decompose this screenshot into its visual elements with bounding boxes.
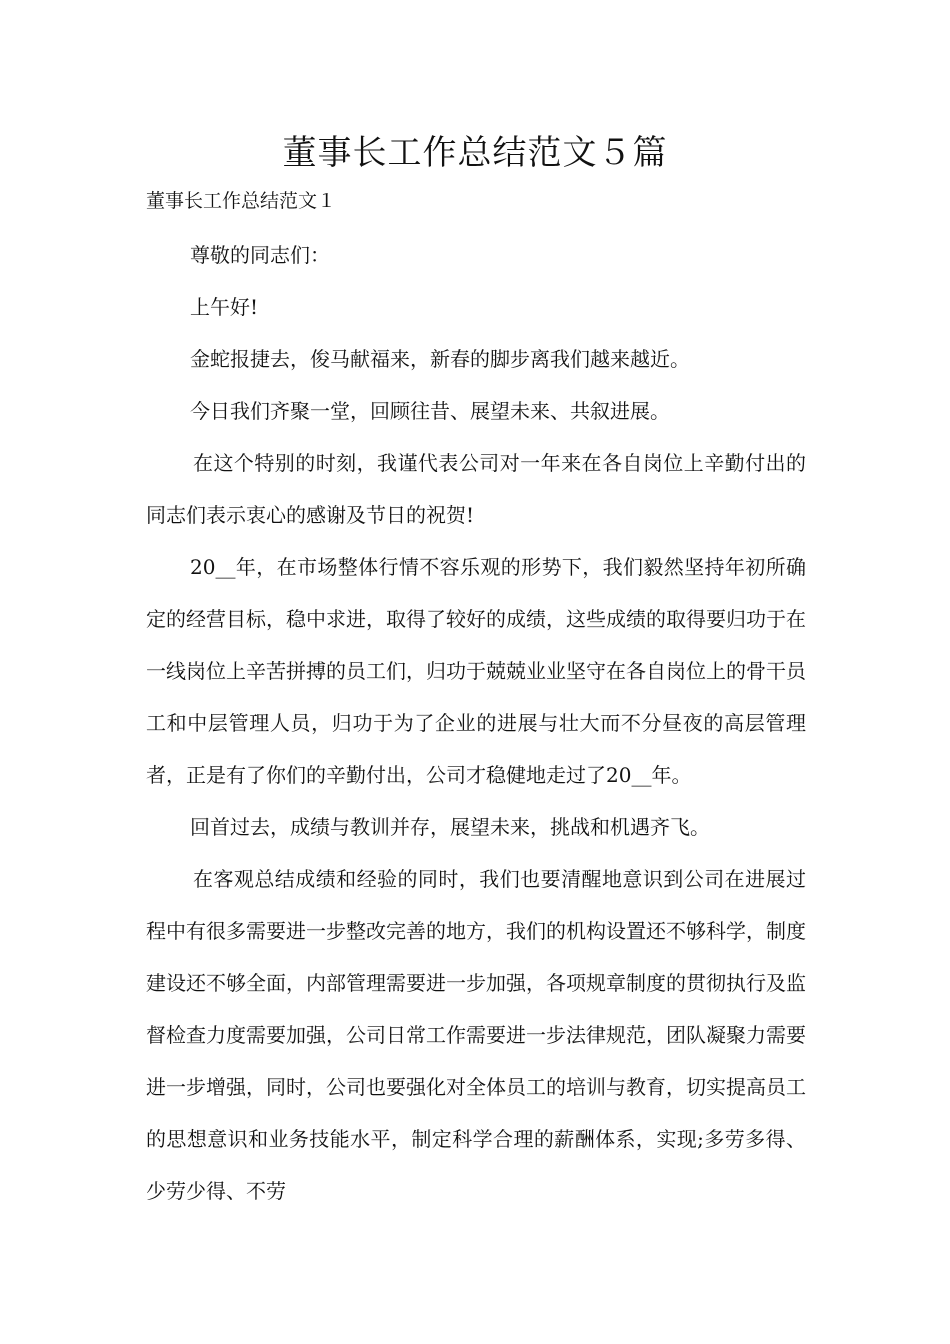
paragraph-achievements: 20__年，在市场整体行情不容乐观的形势下，我们毅然坚持年初所确定的经营目标，稳中求进，取得了较好的成绩，这些成绩的取得要归功于在一线岗位上辛苦拼搏的员工们，归功于兢兢业业坚守在各自岗位上的骨干员工和中层管理人员，归功于为了企业的进展与壮大而不分昼夜的高层管理者，正是有了你们的辛勤付出，公司才稳健地走过了20__年。 [146,555,806,787]
section-heading: 董事长工作总结范文１ [146,190,337,212]
document-title: 董事长工作总结范文５篇 [282,133,668,173]
paragraph-review: 回首过去，成绩与教训并存，展望未来，挑战和机遇齐飞。 [190,815,710,839]
paragraph-thanks: 在这个特别的时刻，我谨代表公司对一年来在各自岗位上辛勤付出的同志们表示衷心的感谢及节日的祝贺! [146,451,806,527]
paragraph-new-year: 金蛇报捷去，俊马献福来，新春的脚步离我们越来越近。 [190,347,690,371]
paragraph-good-morning: 上午好! [190,295,259,319]
paragraph-greeting: 尊敬的同志们： [190,243,330,267]
paragraph-improvements: 在客观总结成绩和经验的同时，我们也要清醒地意识到公司在进展过程中有很多需要进一步整改完善的地方，我们的机构设置还不够科学，制度建设还不够全面，内部管理需要进一步加强，各项规章制度的贯彻执行及监督检查力度需要加强，公司日常工作需要进一步法律规范，团队凝聚力需要进一步增强，同时，公司也要强化对全体员工的培训与教育，切实提高员工的思想意识和业务技能水平，制定科学合理的薪酬体系，实现;多劳多得、少劳少得、不劳 [146,867,806,1203]
paragraph-gathering: 今日我们齐聚一堂，回顾往昔、展望未来、共叙进展。 [190,399,670,423]
document-body [146,229,806,1217]
